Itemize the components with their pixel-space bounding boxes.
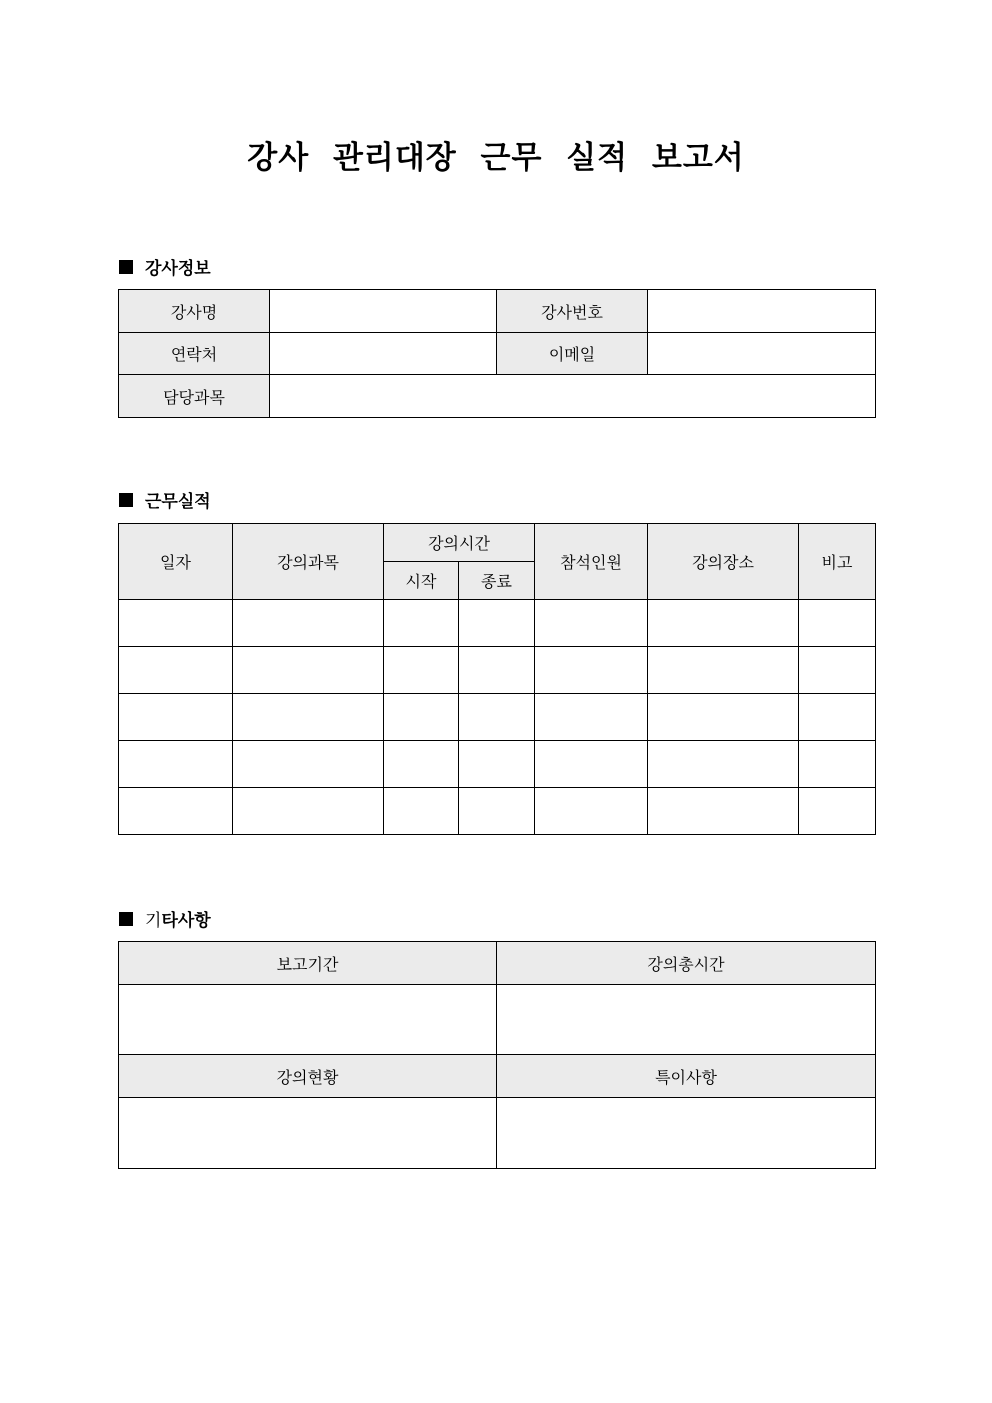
date-cell[interactable]: [119, 741, 233, 788]
label-total-hours: 강의총시간: [497, 942, 876, 985]
header-end: 종료: [459, 562, 535, 600]
instructor-number-field[interactable]: [648, 290, 876, 333]
course-cell[interactable]: [233, 600, 384, 647]
end-cell[interactable]: [459, 647, 535, 694]
square-bullet-icon: [119, 260, 133, 274]
attendees-cell[interactable]: [535, 788, 648, 835]
page-title: 강사 관리대장 근무 실적 보고서: [247, 140, 745, 176]
date-cell[interactable]: [119, 788, 233, 835]
table-row: [119, 788, 876, 835]
header-start: 시작: [384, 562, 459, 600]
email-field[interactable]: [648, 333, 876, 375]
subject-field[interactable]: [270, 375, 876, 418]
header-date: 일자: [119, 524, 233, 600]
instructor-name-field[interactable]: [270, 290, 497, 333]
label-special-notes: 특이사항: [497, 1055, 876, 1098]
course-cell[interactable]: [233, 788, 384, 835]
section-title-prefix: 기: [145, 911, 162, 931]
location-cell[interactable]: [648, 600, 799, 647]
end-cell[interactable]: [459, 788, 535, 835]
attendees-cell[interactable]: [535, 600, 648, 647]
contact-field[interactable]: [270, 333, 497, 375]
course-cell[interactable]: [233, 694, 384, 741]
section-title: 근무실적: [145, 492, 211, 512]
instructor-info-table: [118, 289, 876, 418]
table-row: [119, 600, 876, 647]
location-cell[interactable]: [648, 647, 799, 694]
label-instructor-number: 강사번호: [497, 290, 648, 333]
section-heading-other: [119, 906, 211, 931]
section-heading-work-record: [119, 487, 211, 512]
start-cell[interactable]: [384, 788, 459, 835]
work-record-table: [118, 523, 876, 835]
section-heading-instructor-info: [119, 254, 211, 279]
course-cell[interactable]: [233, 647, 384, 694]
remarks-cell[interactable]: [799, 647, 876, 694]
attendees-cell[interactable]: [535, 694, 648, 741]
table-row: [119, 647, 876, 694]
date-cell[interactable]: [119, 600, 233, 647]
special-notes-field[interactable]: [497, 1098, 876, 1169]
label-report-period: 보고기간: [119, 942, 497, 985]
start-cell[interactable]: [384, 600, 459, 647]
remarks-cell[interactable]: [799, 741, 876, 788]
location-cell[interactable]: [648, 694, 799, 741]
other-info-table: [118, 941, 876, 1169]
date-cell[interactable]: [119, 694, 233, 741]
total-hours-field[interactable]: [497, 985, 876, 1055]
remarks-cell[interactable]: [799, 600, 876, 647]
attendees-cell[interactable]: [535, 741, 648, 788]
label-lecture-status: 강의현황: [119, 1055, 497, 1098]
end-cell[interactable]: [459, 600, 535, 647]
remarks-cell[interactable]: [799, 788, 876, 835]
table-row: [119, 694, 876, 741]
square-bullet-icon: [119, 493, 133, 507]
label-email: 이메일: [497, 333, 648, 375]
table-row: [119, 741, 876, 788]
date-cell[interactable]: [119, 647, 233, 694]
report-period-field[interactable]: [119, 985, 497, 1055]
start-cell[interactable]: [384, 741, 459, 788]
header-remarks: 비고: [799, 524, 876, 600]
end-cell[interactable]: [459, 741, 535, 788]
header-course: 강의과목: [233, 524, 384, 600]
header-attendees: 참석인원: [535, 524, 648, 600]
end-cell[interactable]: [459, 694, 535, 741]
lecture-status-field[interactable]: [119, 1098, 497, 1169]
section-title: 강사정보: [145, 259, 211, 279]
start-cell[interactable]: [384, 694, 459, 741]
location-cell[interactable]: [648, 741, 799, 788]
header-lecture-time: 강의시간: [384, 524, 535, 562]
attendees-cell[interactable]: [535, 647, 648, 694]
header-location: 강의장소: [648, 524, 799, 600]
location-cell[interactable]: [648, 788, 799, 835]
label-instructor-name: 강사명: [119, 290, 270, 333]
label-subject: 담당과목: [119, 375, 270, 418]
square-bullet-icon: [119, 912, 133, 926]
course-cell[interactable]: [233, 741, 384, 788]
remarks-cell[interactable]: [799, 694, 876, 741]
section-title: 타사항: [161, 911, 211, 931]
label-contact: 연락처: [119, 333, 270, 375]
start-cell[interactable]: [384, 647, 459, 694]
